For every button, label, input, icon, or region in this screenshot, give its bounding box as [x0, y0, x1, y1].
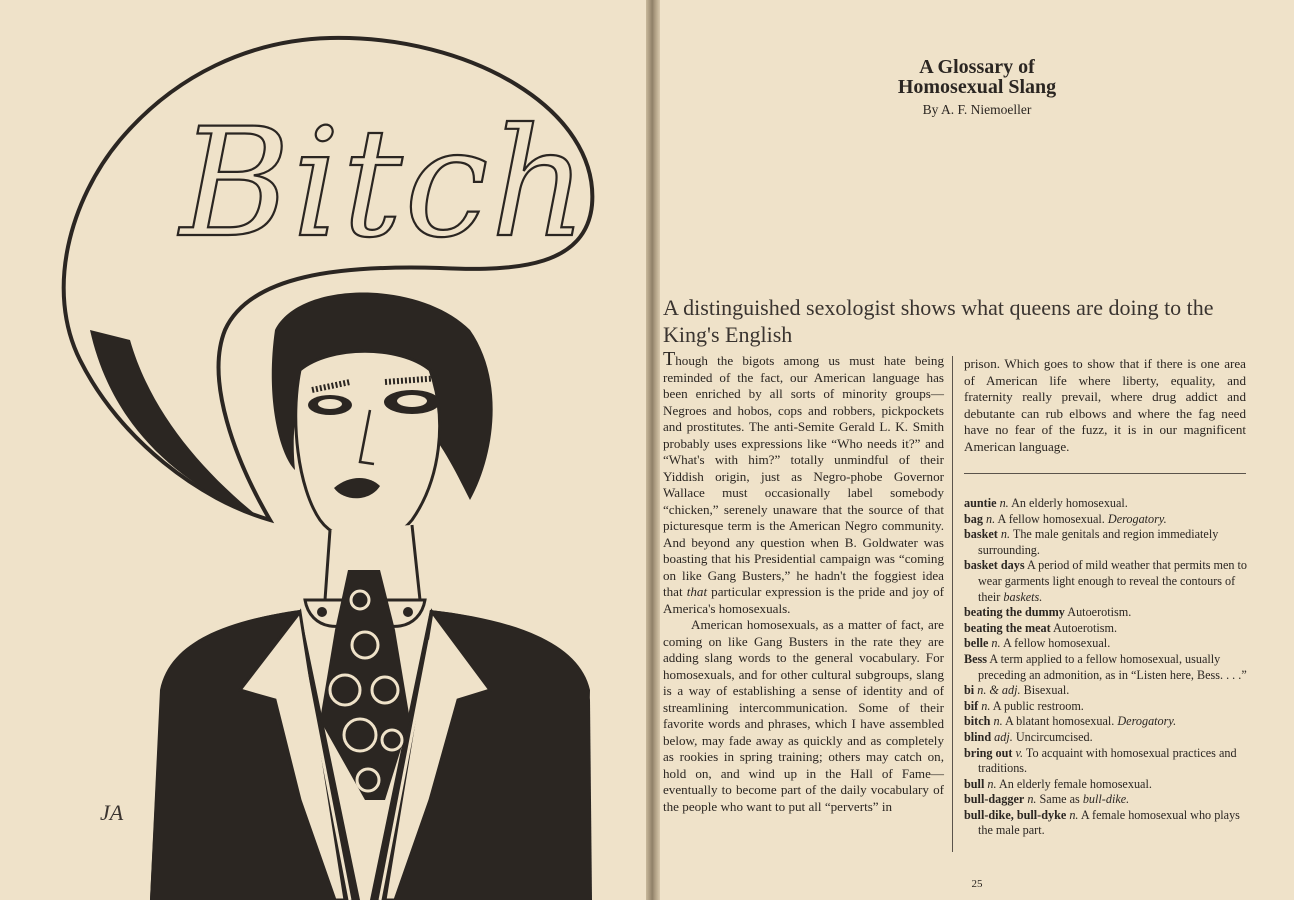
glossary-entry: [964, 714, 1248, 730]
glossary-entry: [964, 652, 1248, 683]
glossary-definition: An elderly female homosexual.: [998, 776, 1152, 791]
glossary-definition: A fellow homosexual.: [997, 511, 1105, 526]
balloon-word: Bitch: [180, 97, 590, 271]
glossary-definition: Uncircumcised.: [1015, 729, 1093, 744]
column-rule: [952, 356, 953, 852]
glossary-term: bif: [964, 698, 979, 713]
glossary-note: Derogatory.: [1117, 714, 1177, 729]
glossary-entry: [964, 558, 1248, 605]
glossary-definition: Bisexual.: [1023, 683, 1070, 698]
glossary-term: bull-dagger: [964, 792, 1025, 807]
paragraph-2: American homosexuals, as a matter of fact, are coming on like Gang Busters in the rate they are adding slang words to the general vocabulary. For homosexuals, and for other cultural subgroups, slang is a way of establishing a sense of identity and of streamlining intercommunication. Some of their favorite words and phrases, which I have assembled below, may fade away as quickly and as completely as rookies in spring training; others may catch on, hold on, and wind up in the Hall of Fame—eventually to become part of the daily vocabulary of the people who want to put all “perverts” in: [663, 617, 944, 814]
glossary-entry: [964, 512, 1248, 528]
glossary-pos: n.: [987, 776, 997, 791]
glossary-entry: [964, 699, 1248, 715]
illustration: [0, 0, 646, 900]
right-page: [660, 0, 1294, 900]
glossary-term: bag: [964, 511, 983, 526]
glossary-pos: n. & adj.: [977, 683, 1021, 698]
paragraph-3: prison. Which goes to show that if there is one area of American life where liberty, equality, and fraternity really prevail, where drug addict and debutante can rub elbows and where the fag need have no fear of the fuzz, it is in our magnificent American language.: [964, 356, 1246, 454]
glossary-definition: A female homosexual who plays the male part.: [978, 807, 1240, 838]
page-gutter: [646, 0, 660, 900]
glossary-entry: [964, 605, 1248, 621]
glossary-definition: The male genitals and region immediately surrounding.: [978, 527, 1219, 557]
glossary-definition: An elderly homosexual.: [1011, 496, 1128, 510]
glossary-pos: n.: [1069, 807, 1079, 822]
glossary-term: beating the meat: [964, 620, 1051, 635]
page-number: 25: [971, 878, 983, 890]
glossary-term: bi: [964, 683, 975, 698]
artist-signature: JA: [100, 800, 124, 825]
glossary-entry: [964, 730, 1248, 746]
glossary-definition: Autoerotism.: [1053, 620, 1118, 635]
glossary-term: Bess: [964, 651, 988, 666]
glossary-pos: n.: [1027, 792, 1037, 807]
right-eye-white: [397, 395, 427, 407]
article-title-line2: Homosexual Slang: [897, 76, 1057, 98]
glossary-note: bull-dike.: [1082, 792, 1130, 807]
paragraph-1: Though the bigots among us must hate being reminded of the fact, our American language has been enriched by all sorts of minority groups—Negroes and hobos, cops and robbers, pickpockets and prostitutes. The anti-Semite Gerald L. K. Smith probably uses expressions like “Who needs it?” and “What's with him?” totally unmindful of their Yiddish origin, just as Negro-phobe Governor Wallace must occasionally label somebody “chicken,” serenely unaware that the source of that picturesque term is the American Negro community. And beyond any question when B. Goldwater was boasting that his Presidential campaign was “coming on like Gang Busters,” he hadn't the foggiest idea that that particular expression is the pride and joy of America's homosexuals.: [663, 348, 944, 616]
glossary-term: basket: [964, 527, 998, 542]
glossary-term: bring out: [964, 745, 1013, 760]
glossary-term: basket days: [964, 558, 1025, 573]
glossary-entry: [964, 777, 1248, 793]
glossary-pos: n.: [991, 636, 1001, 651]
glossary-term: beating the dummy: [964, 605, 1065, 620]
glossary-definition: Same as: [1039, 792, 1080, 807]
glossary-term: auntie: [964, 496, 997, 510]
glossary-entry: [964, 621, 1248, 637]
glossary-definition: A fellow homosexual.: [1002, 636, 1111, 651]
left-page: [0, 0, 646, 900]
glossary-entry: [964, 808, 1248, 839]
body-column-2: [964, 356, 1246, 455]
byline: By A. F. Niemoeller: [922, 102, 1032, 117]
glossary-definition: A term applied to a fellow homosexual, usually preceding an admonition, as in “Listen here, Bess. . . .”: [978, 651, 1247, 682]
subheadline: A distinguished sexologist shows what queens are doing to the King's English: [663, 295, 1214, 347]
glossary-definition: A public restroom.: [992, 698, 1084, 713]
glossary-entry: [964, 636, 1248, 652]
glossary-entry: [964, 792, 1248, 808]
glossary-term: bull: [964, 776, 985, 791]
glossary-pos: n.: [1000, 527, 1011, 542]
glossary-entry: [964, 746, 1248, 777]
glossary-note: baskets.: [1003, 589, 1043, 604]
glossary-term: bitch: [964, 714, 991, 729]
glossary-pos: v.: [1015, 745, 1024, 760]
article-title-line1: A Glossary of: [919, 56, 1035, 78]
glossary-pos: n.: [981, 698, 991, 713]
left-eye-white: [318, 399, 342, 409]
glossary-pos: n.: [999, 496, 1009, 510]
glossary-definition: A blatant homosexual.: [1004, 714, 1115, 729]
glossary-pos: n.: [993, 714, 1003, 729]
glossary-term: belle: [964, 636, 989, 651]
glossary-entry: [964, 496, 1248, 512]
glossary-definition: A period of mild weather that permits men to wear garments light enough to reveal the contours of their: [978, 558, 1247, 604]
glossary-term: bull-dike, bull-dyke: [964, 807, 1067, 822]
glossary-definition: To acquaint with homosexual practices and traditions.: [978, 745, 1237, 776]
section-divider: [964, 473, 1246, 474]
glossary-pos: n.: [986, 511, 996, 526]
glossary-definition: Autoerotism.: [1067, 605, 1132, 620]
glossary-term: blind: [964, 729, 992, 744]
glossary-entry: [964, 527, 1248, 558]
drop-cap: T: [663, 348, 676, 370]
glossary-pos: adj.: [994, 729, 1013, 744]
speech-balloon-tail: [90, 330, 260, 518]
glossary-note: Derogatory.: [1107, 511, 1167, 526]
body-column-1: [663, 348, 944, 815]
glossary-list: [964, 496, 1248, 839]
glossary-entry: [964, 683, 1248, 699]
